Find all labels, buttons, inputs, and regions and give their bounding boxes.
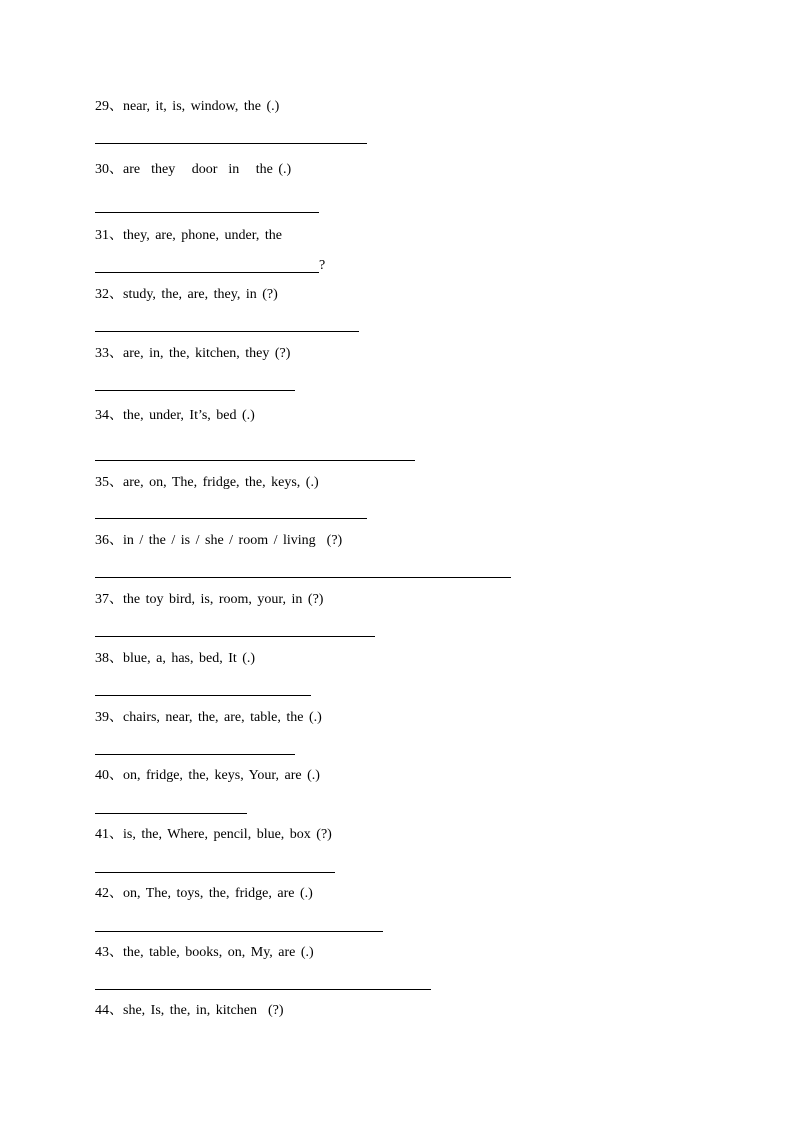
question-32: 32、study, the, are, they, in (?) bbox=[95, 287, 278, 302]
answer-line-34[interactable] bbox=[95, 460, 415, 461]
answer-line-35[interactable] bbox=[95, 518, 367, 519]
question-41: 41、is, the, Where, pencil, blue, box (?) bbox=[95, 827, 332, 842]
answer-line-31[interactable] bbox=[95, 272, 319, 273]
answer-line-36[interactable] bbox=[95, 577, 511, 578]
question-34: 34、the, under, It’s, bed (.) bbox=[95, 408, 255, 423]
answer-line-29[interactable] bbox=[95, 143, 367, 144]
answer-line-42[interactable] bbox=[95, 931, 383, 932]
question-38: 38、blue, a, has, bed, It (.) bbox=[95, 651, 256, 666]
answer-line-41[interactable] bbox=[95, 872, 335, 873]
answer-line-32[interactable] bbox=[95, 331, 359, 332]
question-36: 36、in / the / is / she / room / living (?) bbox=[95, 533, 343, 548]
question-33: 33、are, in, the, kitchen, they (?) bbox=[95, 346, 291, 361]
question-44: 44、she, Is, the, in, kitchen (?) bbox=[95, 1003, 284, 1018]
question-40: 40、on, fridge, the, keys, Your, are (.) bbox=[95, 768, 320, 783]
answer-line-38[interactable] bbox=[95, 695, 311, 696]
answer-suffix-31: ? bbox=[319, 258, 326, 273]
answer-line-37[interactable] bbox=[95, 636, 375, 637]
question-31: 31、they, are, phone, under, the bbox=[95, 228, 282, 243]
answer-line-43[interactable] bbox=[95, 989, 431, 990]
answer-line-33[interactable] bbox=[95, 390, 295, 391]
question-35: 35、are, on, The, fridge, the, keys, (.) bbox=[95, 475, 319, 490]
question-29: 29、near, it, is, window, the (.) bbox=[95, 99, 280, 114]
question-43: 43、the, table, books, on, My, are (.) bbox=[95, 945, 314, 960]
question-37: 37、the toy bird, is, room, your, in (?) bbox=[95, 592, 324, 607]
question-42: 42、on, The, toys, the, fridge, are (.) bbox=[95, 886, 313, 901]
question-39: 39、chairs, near, the, are, table, the (.) bbox=[95, 710, 322, 725]
answer-line-39[interactable] bbox=[95, 754, 295, 755]
question-30: 30、are they door in the (.) bbox=[95, 162, 292, 177]
answer-line-30[interactable] bbox=[95, 212, 319, 213]
answer-line-40[interactable] bbox=[95, 813, 247, 814]
